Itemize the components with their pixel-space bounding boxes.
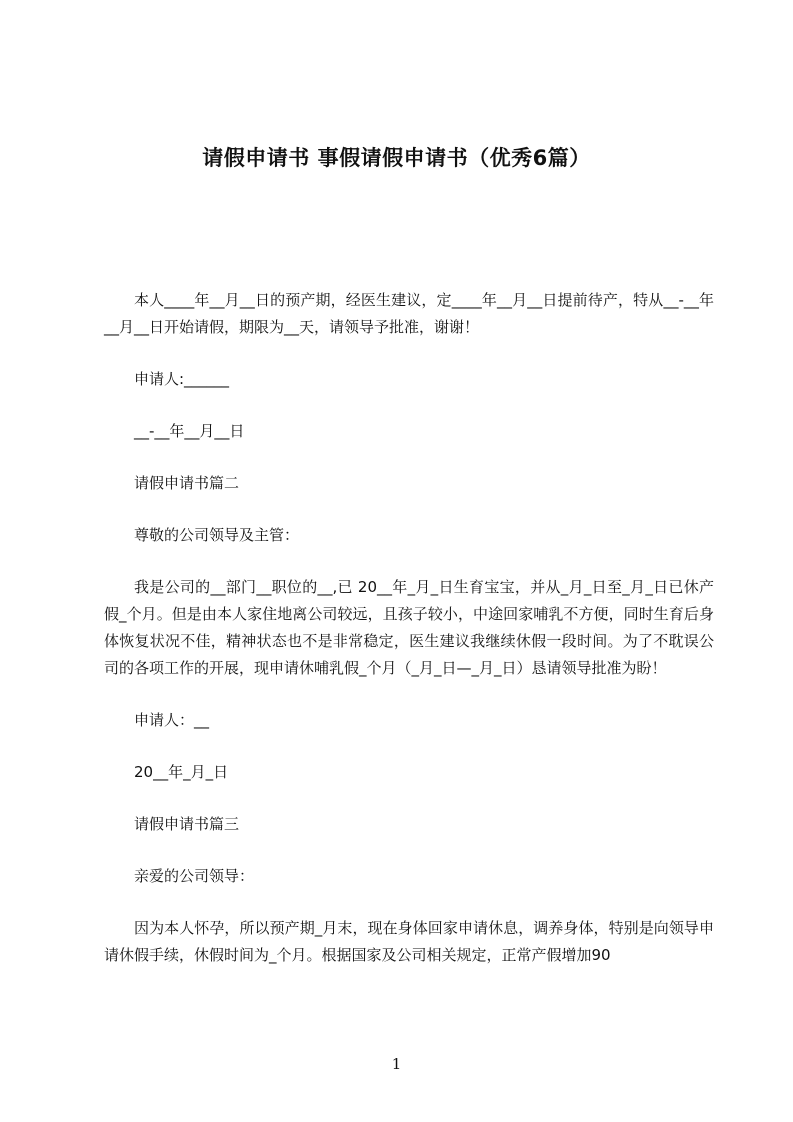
section-heading-3: 请假申请书篇三 — [134, 815, 240, 833]
date-line-1: __-__年__月__日 — [134, 422, 245, 440]
salutation-3: 亲爱的公司领导： — [134, 867, 255, 885]
paragraph-leave-request-1: 本人____年__月__日的预产期，经医生建议，定____年__月__日提前待产，特从__-__年__月__日开始请假，期限为__天，请领导予批准，谢谢！ — [104, 291, 714, 336]
salutation-2: 尊敬的公司领导及主管： — [134, 526, 300, 544]
document-title: 请假申请书 事假请假申请书（优秀6篇） — [202, 146, 591, 170]
date-line-2: 20__年_月_日 — [134, 763, 229, 781]
paragraph-leave-request-2: 我是公司的__部门__职位的__,已 20__年_月_日生育宝宝，并从_月_日至_月_日已休产假_个月。但是由本人家住地离公司较远，且孩子较小，中途回家哺乳不方便，同时生育后身体恢复状况不佳，精神状态也不是非常稳定，医生建议我继续休假一段时间。为了不耽误公司的各项工作的开展，现申请休哺乳假_个月（_月_日—_月_日）恳请领导批准为盼！ — [104, 578, 714, 677]
page-number: 1 — [391, 1055, 402, 1073]
applicant-line-2: 申请人：__ — [134, 711, 210, 729]
section-heading-2: 请假申请书篇二 — [134, 474, 240, 492]
paragraph-leave-request-3: 因为本人怀孕，所以预产期_月末，现在身体回家申请休息，调养身体，特别是向领导申请休假手续，休假时间为_个月。根据国家及公司相关规定，正常产假增加90 — [104, 919, 714, 964]
document-body — [104, 287, 714, 994]
applicant-line-1: 申请人:______ — [134, 370, 230, 388]
